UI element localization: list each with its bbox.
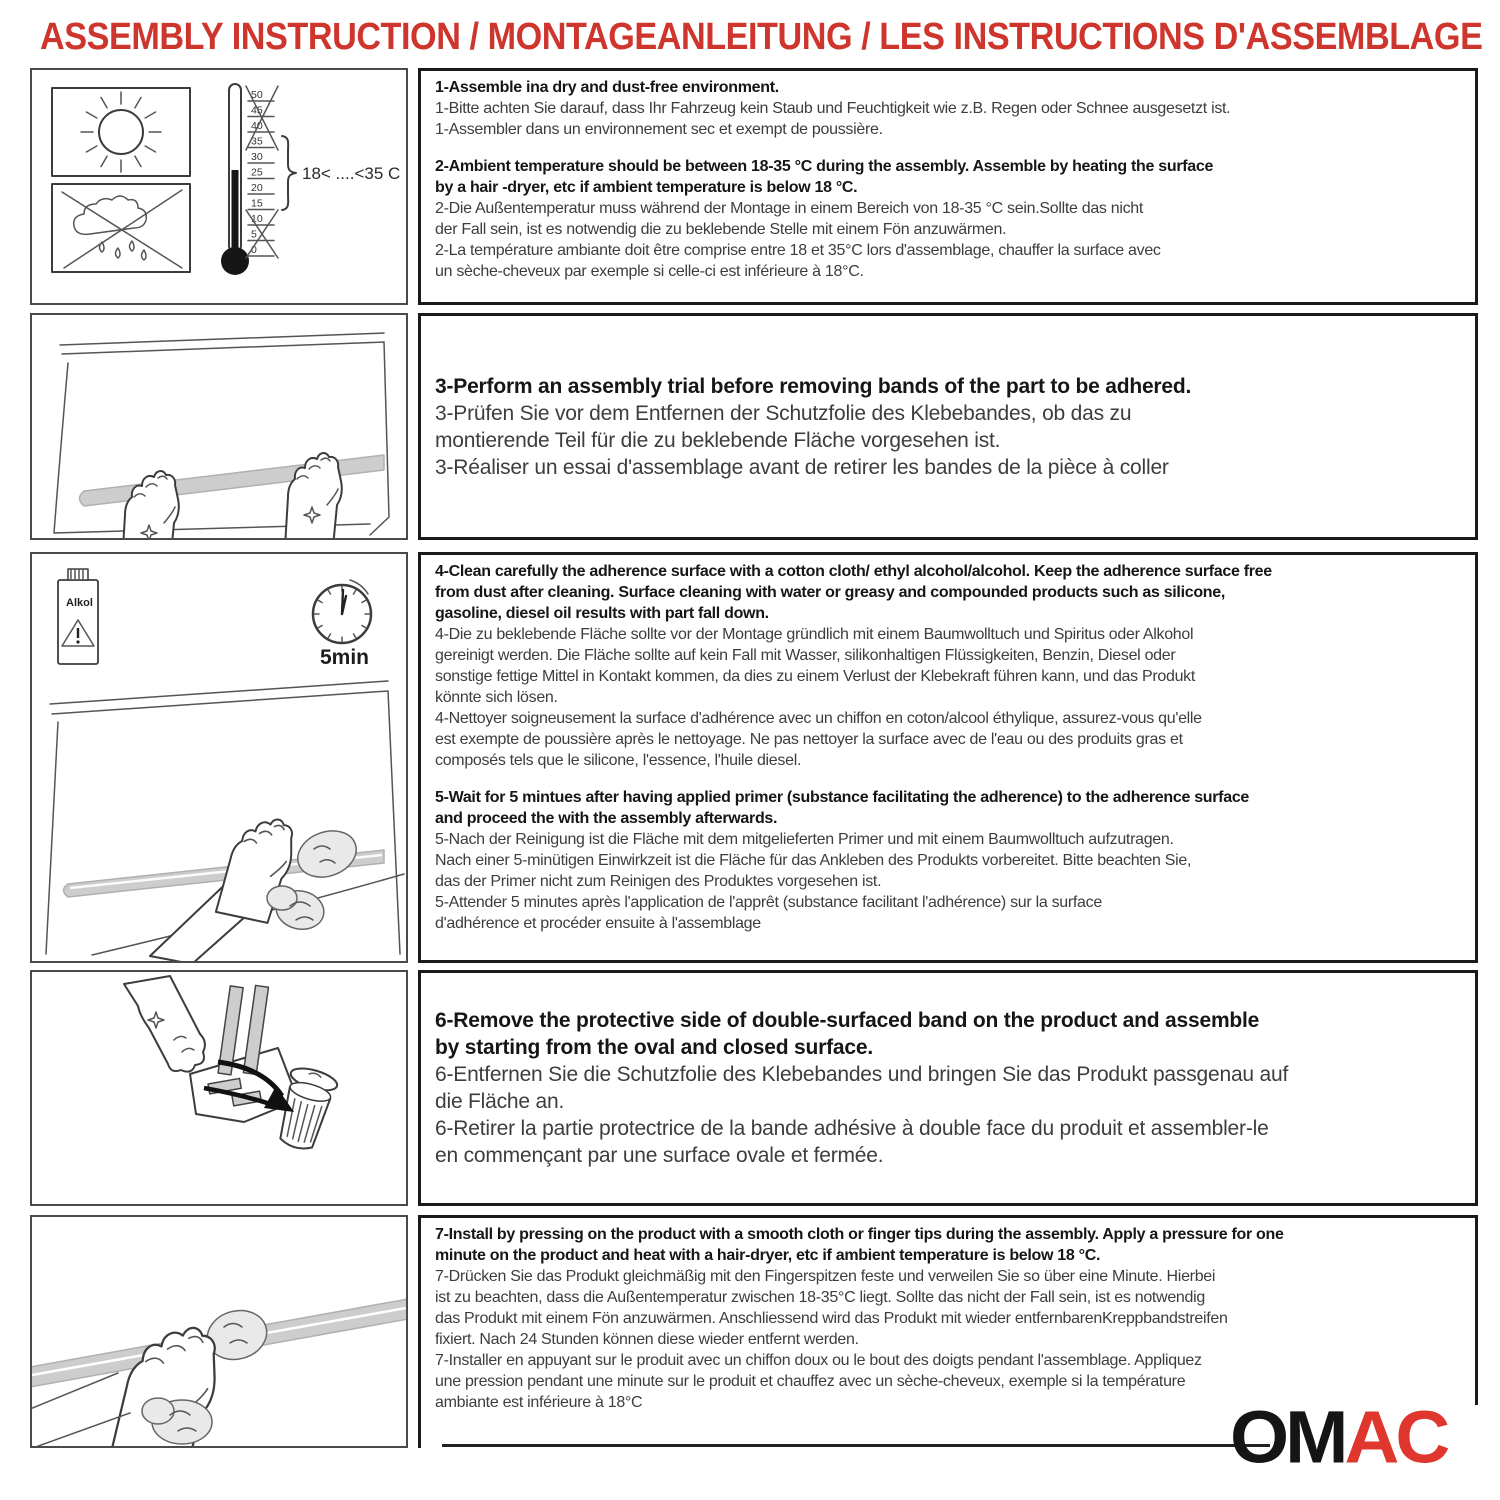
step2-illustration bbox=[32, 315, 406, 538]
instruction-line: d'adhérence et procéder ensuite à l'assemblage bbox=[435, 915, 761, 932]
instruction-line: 2-Die Außentemperatur muss während der Montage in einem Bereich von 18-35 °C sein.Sollte das nicht bbox=[435, 200, 1144, 217]
instruction-line: ist zu beachten, dass die Außentemperatur zwischen 18-35°C liegt. Sollte das nicht der Fall sein, ist es notwendig bbox=[435, 1289, 1205, 1306]
svg-text:25: 25 bbox=[251, 166, 263, 179]
instruction-line: 5-Nach der Reinigung ist die Fläche mit dem mitgelieferten Primer und mit einem Baumwolltuch aufzutragen. bbox=[435, 831, 1174, 848]
step4-text-box bbox=[418, 970, 1478, 1206]
step1-text-box bbox=[418, 68, 1478, 305]
svg-text:10: 10 bbox=[251, 213, 263, 225]
rain-box bbox=[52, 184, 190, 272]
instruction-line: by a hair -dryer, etc if ambient temperature is below 18 °C. bbox=[435, 179, 858, 196]
instruction-line: 1-Bitte achten Sie darauf, dass Ihr Fahrzeug kein Staub und Feuchtigkeit wie z.B. Regen oder Schnee ausgesetzt ist. bbox=[435, 100, 1231, 117]
cloth-icon bbox=[267, 886, 327, 934]
instruction-line: 7-Installer en appuyant sur le produit avec un chiffon doux ou le bout des doigts pendant l'assemblage. Appliquez bbox=[435, 1352, 1202, 1369]
instruction-line: and proceed the with the assembly afterwards. bbox=[435, 810, 778, 827]
instruction-line: 4-Clean carefully the adherence surface with a cotton cloth/ ethyl alcohol/alcohol. Keep the adherence surface free bbox=[435, 563, 1272, 580]
instruction-line: un sèche-cheveux par exemple si celle-ci est inférieure à 18°C. bbox=[435, 263, 864, 280]
instruction-line: 1-Assembler dans un environnement sec et exempt de poussière. bbox=[435, 121, 883, 138]
divider bbox=[1475, 1215, 1478, 1405]
instruction-line: 1-Assemble ina dry and dust-free environment. bbox=[435, 79, 779, 96]
instruction-line: 3-Réaliser un essai d'assemblage avant de retirer les bandes de la pièce à coller bbox=[435, 455, 1169, 479]
instruction-line: 5-Attender 5 minutes après l'application de l'apprêt (substance facilitant l'adhérence) sur la surface bbox=[435, 894, 1102, 911]
step3-illustration-box bbox=[30, 552, 408, 963]
instruction-line: das Produkt mit einem Fön anzuwärmen. Anschliessend wird das Produkt mit wieder entfernbarenKreppbandstreifen bbox=[435, 1310, 1228, 1327]
instruction-line: das der Primer nicht zum Reinigen des Produktes vorgesehen ist. bbox=[435, 873, 882, 890]
svg-text:50: 50 bbox=[251, 89, 263, 101]
instruction-line: est exempte de poussière après le nettoyage. Ne pas nettoyer la surface avec de l'eau ou des produits gras et bbox=[435, 731, 1183, 748]
instruction-line: fixiert. Nach 24 Stunden können diese wieder entfernt werden. bbox=[435, 1331, 859, 1348]
instruction-line: by starting from the oval and closed surface. bbox=[435, 1036, 873, 1059]
svg-text:0: 0 bbox=[251, 244, 257, 256]
bottle-label: Alkol bbox=[66, 597, 93, 609]
instruction-line: ambiante est inférieure à 18°C bbox=[435, 1394, 643, 1411]
divider bbox=[442, 1444, 1270, 1447]
step2-text-box bbox=[418, 313, 1478, 540]
step1-illustration bbox=[32, 70, 406, 303]
logo-text-black: OM bbox=[1230, 1395, 1345, 1480]
sun-icon bbox=[81, 92, 161, 172]
no-rain-icon bbox=[62, 190, 182, 268]
instruction-line: 2-Ambient temperature should be between 18-35 °C during the assembly. Assemble by heating the surface bbox=[435, 158, 1214, 175]
step2-illustration-box bbox=[30, 313, 408, 540]
instruction-line: könnte sich lösen. bbox=[435, 689, 558, 706]
instruction-line: 4-Die zu beklebende Fläche sollte vor der Montage gründlich mit einem Baumwolltuch und Spiritus oder Alkohol bbox=[435, 626, 1194, 643]
instruction-line: 7-Install by pressing on the product with a smooth cloth or finger tips during the assembly. Apply a pressure for one bbox=[435, 1226, 1284, 1243]
svg-text:20: 20 bbox=[251, 182, 263, 194]
range-brace bbox=[282, 136, 296, 210]
step5-illustration-box bbox=[30, 1215, 408, 1448]
svg-text:15: 15 bbox=[251, 197, 263, 210]
instruction-line: gereinigt werden. Die Fläche sollte auf kein Fall mit Wasser, silikonhaltigen Flüssigkeiten, Benzin, Diesel oder bbox=[435, 647, 1176, 664]
thermometer-scale bbox=[246, 86, 278, 258]
logo-text-red: AC bbox=[1344, 1395, 1447, 1480]
step4-illustration bbox=[32, 972, 406, 1204]
thermometer-icon bbox=[221, 84, 400, 275]
instruction-line: 6-Entfernen Sie die Schutzfolie des Klebebandes und bringen Sie das Produkt passgenau auf bbox=[435, 1063, 1289, 1086]
instruction-line bbox=[435, 771, 1461, 787]
instruction-line: 3-Prüfen Sie vor dem Entfernen der Schutzfolie des Klebebandes, ob das zu bbox=[435, 401, 1132, 425]
svg-text:45: 45 bbox=[251, 104, 263, 117]
clock-icon bbox=[313, 580, 371, 669]
hand-icon bbox=[122, 471, 179, 538]
page-title: ASSEMBLY INSTRUCTION / MONTAGEANLEITUNG / LES INSTRUCTIONS D'ASSEMBLAGE bbox=[40, 16, 1483, 58]
svg-text:30: 30 bbox=[251, 151, 263, 163]
omac-logo bbox=[1230, 1395, 1447, 1480]
instruction-line: 5-Wait for 5 mintues after having applied primer (substance facilitating the adherence) to the adherence surface bbox=[435, 789, 1250, 806]
product-part bbox=[190, 1048, 298, 1122]
temperature-range-label: 18< ....<35 C bbox=[302, 164, 401, 183]
instruction-line: der Fall sein, ist es notwendig die zu beklebende Stelle mit einem Fön anzuwärmen. bbox=[435, 221, 1007, 238]
step5-illustration bbox=[32, 1217, 406, 1446]
instruction-line: 6-Retirer la partie protectrice de la bande adhésive à double face du produit et assembler-le bbox=[435, 1117, 1269, 1140]
instruction-line bbox=[435, 140, 1461, 156]
instruction-line: gasoline, diesel oil results with part fall down. bbox=[435, 605, 769, 622]
step3-text-box bbox=[418, 552, 1478, 963]
instruction-line: 3-Perform an assembly trial before removing bands of the part to be adhered. bbox=[435, 374, 1192, 398]
instruction-line: Nach einer 5-minütigen Einwirkzeit ist die Fläche für das Ankleben des Produkts vorbereitet. Bitte beachten Sie, bbox=[435, 852, 1192, 869]
clock-label: 5min bbox=[320, 646, 370, 669]
instruction-line: from dust after cleaning. Surface cleaning with water or greasy and compounded products such as silicone, bbox=[435, 584, 1226, 601]
instruction-line: montierende Teil für die zu beklebende Fläche vorgesehen ist. bbox=[435, 428, 1001, 452]
step3-illustration bbox=[32, 554, 406, 961]
svg-text:5: 5 bbox=[251, 228, 257, 241]
step1-illustration-box bbox=[30, 68, 408, 305]
instruction-line: composés tels que le silicone, l'essence, l'huile diesel. bbox=[435, 752, 802, 769]
svg-text:35: 35 bbox=[251, 135, 263, 148]
instruction-line: une pression pendant une minute sur le produit et chauffez avec un sèche-cheveux, exemple si la température bbox=[435, 1373, 1186, 1390]
instruction-line: 4-Nettoyer soigneusement la surface d'adhérence avec un chiffon en coton/alcool éthylique, assurez-vous qu'elle bbox=[435, 710, 1202, 727]
instruction-line: 7-Drücken Sie das Produkt gleichmäßig mit den Fingerspitzen feste und verweilen Sie so über eine Minute. Hierbei bbox=[435, 1268, 1216, 1285]
alcohol-bottle-icon bbox=[58, 569, 98, 664]
step4-illustration-box bbox=[30, 970, 408, 1206]
door-panel bbox=[54, 333, 389, 535]
svg-text:40: 40 bbox=[251, 120, 263, 132]
instruction-line: sonstige fettige Mittel in Kontakt kommen, da dies zu einem Verlust der Klebekraft führen kann, und das Produkt bbox=[435, 668, 1196, 685]
instruction-line: minute on the product and heat with a hair-dryer, etc if ambient temperature is below 18 °C. bbox=[435, 1247, 1101, 1264]
cloth-icon bbox=[291, 823, 362, 885]
hand-icon bbox=[124, 976, 205, 1072]
instruction-line: 6-Remove the protective side of double-surfaced band on the product and assemble bbox=[435, 1009, 1260, 1032]
instruction-line: en commençant par une surface ovale et fermée. bbox=[435, 1144, 884, 1167]
instruction-line: 2-La température ambiante doit être comprise entre 18 et 35°C lors d'assemblage, chauffer la surface avec bbox=[435, 242, 1161, 259]
instruction-line: die Fläche an. bbox=[435, 1090, 565, 1113]
